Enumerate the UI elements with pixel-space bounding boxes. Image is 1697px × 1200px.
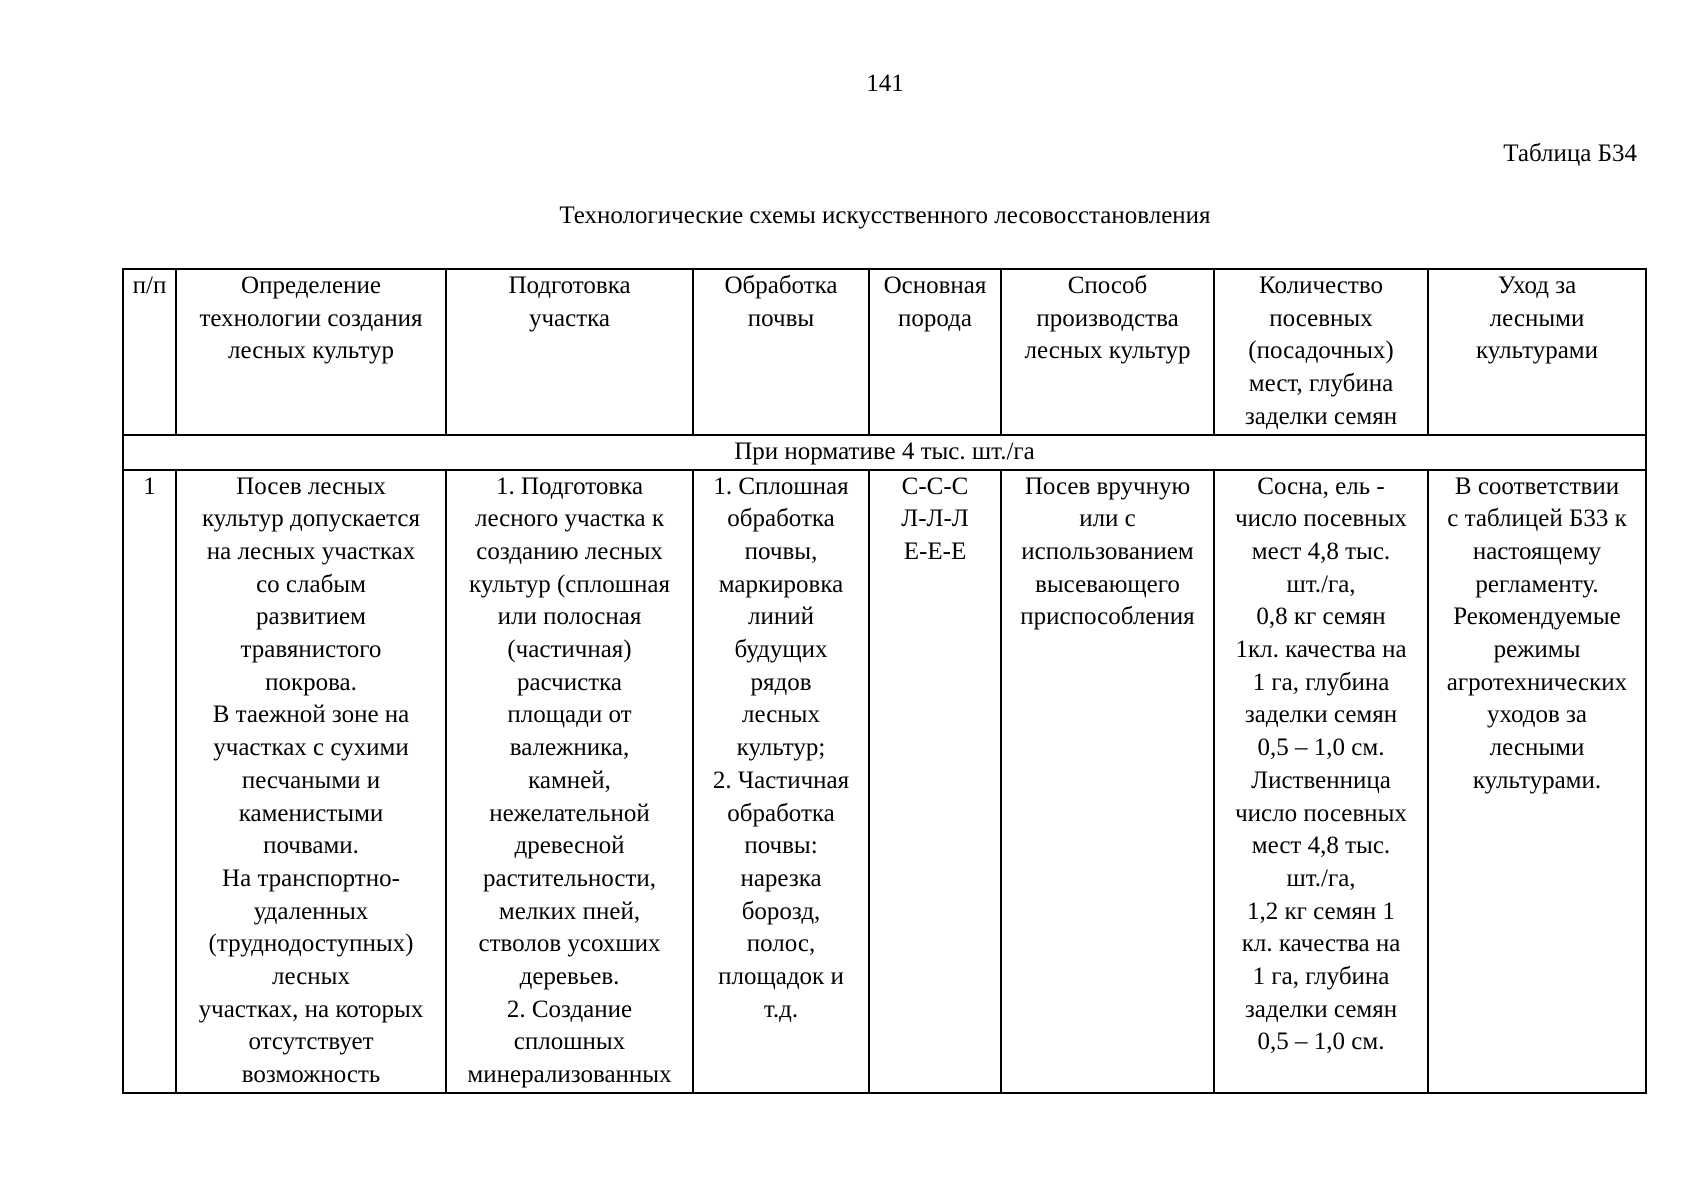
- cell-line: площади от: [507, 701, 632, 729]
- cell-line: Посев вручную: [1024, 472, 1191, 500]
- section-row: [123, 435, 1646, 470]
- cell-line: 2. Создание: [506, 995, 633, 1023]
- row-cell-technology: [176, 470, 446, 1093]
- cell-line: 1,2 кг семян 1: [1246, 897, 1396, 925]
- cell-line: 1 га, глубина: [1252, 963, 1390, 991]
- row-cell-site-preparation: [446, 470, 693, 1093]
- cell-line: шт./га,: [1286, 864, 1356, 892]
- cell-line: 0,8 кг семян: [1256, 603, 1386, 631]
- cell-line: развитием: [256, 603, 366, 631]
- header-row: [123, 269, 1646, 435]
- cell-line: нарезка: [740, 864, 822, 892]
- cell-line: лесных культур: [1024, 337, 1191, 365]
- cell-line: удаленных: [253, 897, 369, 925]
- header-cell-tending: [1428, 269, 1646, 435]
- cell-line: посевных: [1269, 304, 1373, 332]
- cell-line: На транспортно-: [222, 864, 400, 892]
- cell-line: почвами.: [263, 832, 359, 860]
- cell-line: Сосна, ель -: [1257, 472, 1385, 500]
- reforestation-table: [122, 268, 1647, 1094]
- header-cell-technology: [176, 269, 446, 435]
- cell-line: п/п: [132, 272, 167, 299]
- cell-line: шт./га,: [1286, 570, 1356, 598]
- row-cell-soil-treatment: [693, 470, 869, 1093]
- cell-line: мест 4,8 тыс.: [1251, 832, 1391, 860]
- cell-line: Л-Л-Л: [901, 505, 969, 533]
- cell-line: заделки семян: [1244, 701, 1398, 729]
- cell-line: приспособления: [1020, 603, 1195, 631]
- cell-line: Основная: [883, 272, 987, 299]
- cell-line: травянистого: [240, 636, 382, 664]
- cell-line: уходов за: [1486, 701, 1588, 729]
- document-title: Технологические схемы искусственного лесовосстановления: [559, 202, 1211, 229]
- cell-line: культур (сплошная: [469, 570, 670, 598]
- cell-line: линий: [748, 603, 814, 631]
- table-label: Таблица Б34: [1503, 140, 1637, 167]
- page-number: 141: [866, 70, 904, 97]
- cell-line: лесных: [742, 701, 820, 729]
- cell-line: растительности,: [482, 864, 657, 892]
- cell-line: возможность: [241, 1061, 381, 1089]
- cell-line: Обработка: [724, 272, 838, 299]
- row-cell-number: [123, 470, 176, 1093]
- cell-line: каменистыми: [238, 799, 384, 827]
- header-cell-number: [123, 269, 176, 435]
- row-cell-main-species: [869, 470, 1001, 1093]
- cell-line: культурами.: [1472, 766, 1602, 794]
- cell-line: С-С-С: [901, 472, 969, 500]
- cell-line: обработка: [727, 799, 835, 827]
- cell-line: мелких пней,: [498, 897, 641, 925]
- cell-line: (посадочных): [1248, 337, 1394, 365]
- cell-line: высевающего: [1035, 570, 1180, 598]
- cell-line: 0,5 – 1,0 см.: [1257, 1028, 1385, 1056]
- cell-line: участках с сухими: [213, 734, 409, 762]
- cell-line: участках, на которых: [198, 995, 424, 1023]
- cell-line: или полосная: [497, 603, 642, 631]
- cell-line: камней,: [528, 766, 611, 794]
- cell-line: 1. Подготовка: [495, 472, 644, 500]
- cell-line: почвы: [747, 304, 815, 332]
- cell-line: 0,5 – 1,0 см.: [1257, 734, 1385, 762]
- cell-line: на лесных участках: [206, 537, 416, 565]
- cell-line: с таблицей Б33 к: [1447, 505, 1627, 533]
- cell-line: настоящему: [1472, 537, 1602, 565]
- cell-line: В таежной зоне на: [212, 701, 410, 729]
- cell-line: заделки семян: [1244, 402, 1398, 430]
- cell-line: почвы:: [744, 832, 818, 860]
- cell-line: со слабым: [256, 570, 366, 598]
- cell-line: (частичная): [507, 636, 632, 664]
- cell-line: число посевных: [1235, 505, 1407, 533]
- cell-line: В соответствии: [1454, 472, 1620, 500]
- cell-line: Количество: [1259, 272, 1383, 299]
- cell-line: валежника,: [509, 734, 630, 762]
- cell-line: обработка: [727, 505, 835, 533]
- cell-line: сплошных: [513, 1028, 626, 1056]
- cell-line: Определение: [241, 272, 381, 299]
- cell-line: песчаными и: [241, 766, 381, 794]
- cell-line: технологии создания: [199, 304, 423, 332]
- cell-line: отсутствует: [248, 1028, 374, 1056]
- cell-line: стволов усохших: [478, 930, 661, 958]
- cell-line: Рекомендуемые: [1453, 603, 1621, 631]
- cell-line: культур допускается: [202, 505, 420, 533]
- cell-line: Подготовка: [508, 272, 631, 299]
- cell-line: производства: [1036, 304, 1179, 332]
- header-cell-production-method: [1001, 269, 1214, 435]
- cell-line: режимы: [1493, 636, 1581, 664]
- cell-line: 1: [143, 472, 156, 500]
- section-title: При нормативе 4 тыс. шт./га: [123, 435, 1646, 470]
- cell-line: Посев лесных: [236, 472, 386, 500]
- cell-line: будущих: [734, 636, 828, 664]
- cell-line: мест, глубина: [1248, 370, 1394, 398]
- cell-line: минерализованных: [467, 1061, 672, 1089]
- cell-line: 1 га, глубина: [1252, 668, 1390, 696]
- cell-line: Лиственница: [1251, 766, 1391, 794]
- cell-line: деревьев.: [519, 963, 620, 991]
- cell-line: 2. Частичная: [712, 766, 850, 794]
- cell-line: рядов: [750, 668, 812, 696]
- cell-line: созданию лесных: [476, 537, 663, 565]
- header-cell-soil-treatment: [693, 269, 869, 435]
- cell-line: лесных культур: [228, 337, 394, 365]
- cell-line: лесного участка к: [474, 505, 664, 533]
- cell-line: 1кл. качества на: [1235, 636, 1407, 664]
- table-row: [123, 470, 1646, 1093]
- cell-line: участка: [528, 304, 611, 332]
- cell-line: нежелательной: [489, 799, 650, 827]
- cell-line: Е-Е-Е: [903, 537, 967, 565]
- cell-line: Уход за: [1497, 272, 1577, 299]
- cell-line: культур;: [736, 734, 826, 762]
- cell-line: лесными: [1489, 734, 1585, 762]
- cell-line: использованием: [1021, 537, 1194, 565]
- cell-line: заделки семян: [1244, 995, 1398, 1023]
- cell-line: культурами: [1475, 337, 1598, 365]
- cell-line: или с: [1079, 505, 1136, 533]
- cell-line: маркировка: [718, 570, 844, 598]
- cell-line: мест 4,8 тыс.: [1251, 537, 1391, 565]
- cell-line: лесными: [1489, 304, 1585, 332]
- cell-line: агротехнических: [1446, 668, 1628, 696]
- cell-line: площадок и: [718, 963, 844, 991]
- cell-line: кл. качества на: [1241, 930, 1401, 958]
- row-cell-tending: [1428, 470, 1646, 1093]
- header-cell-site-preparation: [446, 269, 693, 435]
- cell-line: борозд,: [741, 897, 821, 925]
- cell-line: регламенту.: [1475, 570, 1599, 598]
- cell-line: (труднодоступных): [208, 930, 414, 958]
- cell-line: расчистка: [516, 668, 623, 696]
- cell-line: покрова.: [265, 668, 357, 696]
- cell-line: почвы,: [744, 537, 818, 565]
- cell-line: число посевных: [1235, 799, 1407, 827]
- cell-line: т.д.: [763, 995, 799, 1023]
- cell-line: полос,: [746, 930, 816, 958]
- cell-line: 1. Сплошная: [713, 472, 849, 500]
- row-cell-production-method: [1001, 470, 1214, 1093]
- cell-line: Способ: [1067, 272, 1148, 299]
- cell-line: лесных: [272, 963, 350, 991]
- header-cell-seeding-quantity: [1214, 269, 1428, 435]
- cell-line: древесной: [514, 832, 625, 860]
- row-cell-seeding-quantity: [1214, 470, 1428, 1093]
- header-cell-main-species: [869, 269, 1001, 435]
- cell-line: порода: [898, 304, 972, 332]
